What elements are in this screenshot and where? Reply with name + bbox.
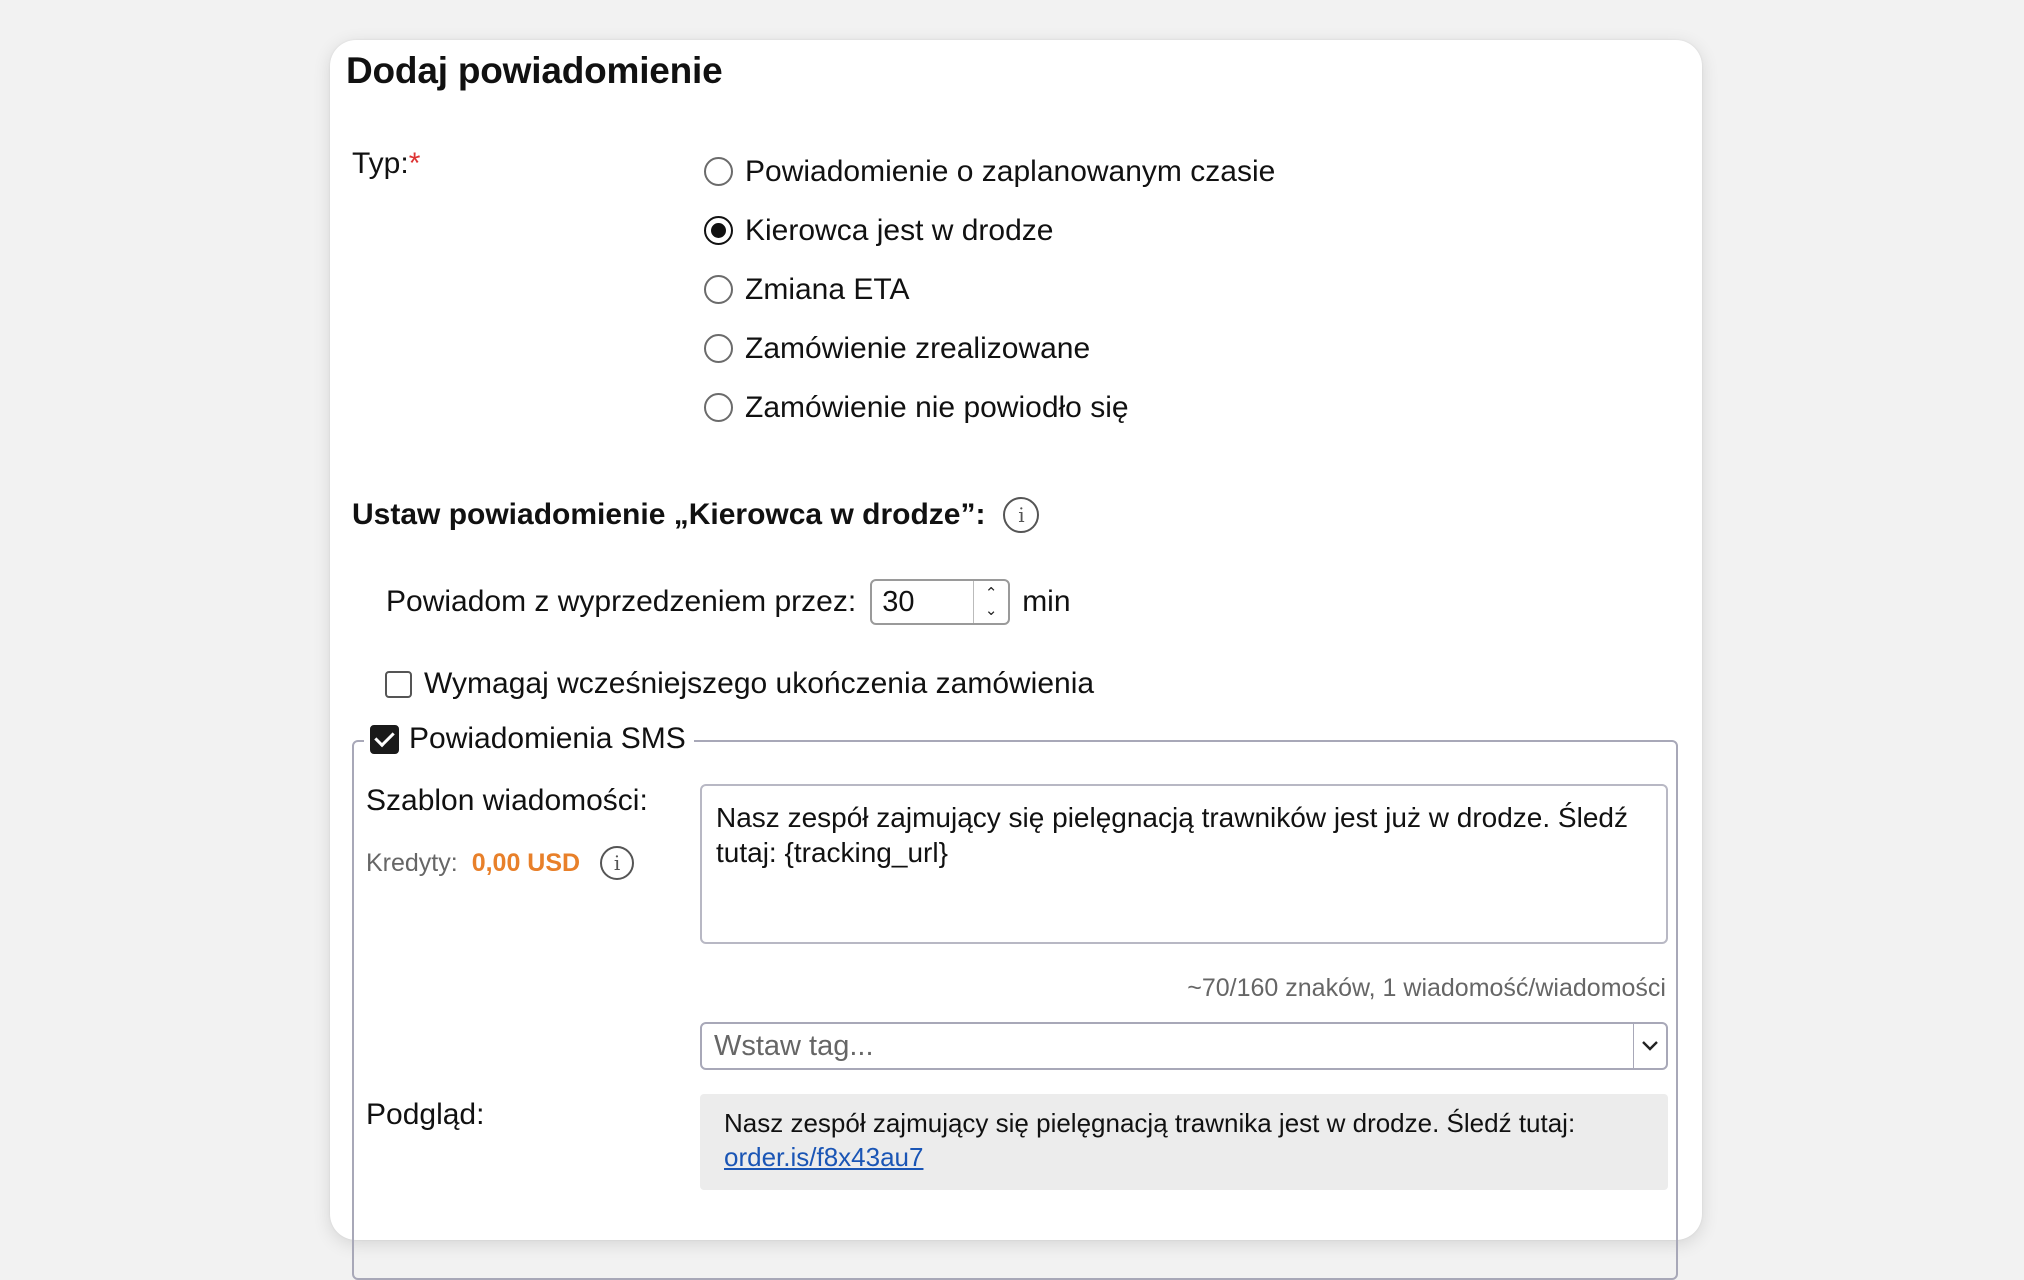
radio-label[interactable]: Zmiana ETA <box>745 272 910 306</box>
radio-label[interactable]: Powiadomienie o zaplanowanym czasie <box>745 154 1276 188</box>
dialog-title: Dodaj powiadomienie <box>346 50 723 91</box>
radio-eta-change[interactable] <box>704 260 1275 319</box>
advance-minutes-input[interactable] <box>870 579 1010 625</box>
chevron-down-icon[interactable]: ⌄ <box>984 601 998 619</box>
radio-button[interactable] <box>704 334 733 363</box>
radio-scheduled-time[interactable] <box>704 142 1275 201</box>
credits-amount: 0,00 USD <box>471 848 581 877</box>
info-icon[interactable]: i <box>600 846 634 880</box>
radio-order-failed[interactable] <box>704 378 1275 437</box>
tracking-link[interactable]: order.is/f8x43au7 <box>724 1142 924 1172</box>
advance-minutes-value[interactable]: 30 <box>882 585 915 618</box>
number-spinner[interactable] <box>973 581 1008 623</box>
radio-button-selected[interactable] <box>704 216 733 245</box>
sms-legend[interactable] <box>364 722 694 756</box>
type-label <box>352 147 420 181</box>
require-completion-checkbox[interactable] <box>385 671 412 698</box>
character-counter: ~70/160 znaków, 1 wiadomość/wiadomości <box>1187 974 1666 1002</box>
chevron-up-icon[interactable]: ⌃ <box>984 584 998 602</box>
require-completion-row[interactable] <box>385 667 1094 701</box>
type-label-text: Typ: <box>352 147 409 180</box>
radio-driver-on-way[interactable] <box>704 201 1275 260</box>
credits-row <box>366 846 634 880</box>
sms-enabled-checkbox[interactable] <box>370 725 399 754</box>
radio-label[interactable]: Zamówienie zrealizowane <box>745 331 1091 365</box>
advance-unit: min <box>1022 585 1071 618</box>
message-preview <box>700 1094 1668 1190</box>
section-heading-text: Ustaw powiadomienie „Kierowca w drodze”: <box>352 498 986 531</box>
chevron-down-icon[interactable] <box>1633 1024 1666 1068</box>
info-icon[interactable]: i <box>1003 497 1039 533</box>
require-completion-label[interactable]: Wymagaj wcześniejszego ukończenia zamówienia <box>424 667 1095 700</box>
radio-order-completed[interactable] <box>704 319 1275 378</box>
radio-label[interactable]: Zamówienie nie powiodło się <box>745 390 1129 424</box>
driver-section-heading <box>352 497 1039 533</box>
radio-label[interactable]: Kierowca jest w drodze <box>745 213 1054 247</box>
preview-label: Podgląd: <box>366 1098 485 1131</box>
message-template-textarea[interactable]: Nasz zespół zajmujący się pielęgnacją trawników jest już w drodze. Śledź tutaj: {tracking_url} <box>700 784 1668 944</box>
required-asterisk: * <box>408 147 421 180</box>
advance-label: Powiadom z wyprzedzeniem przez: <box>386 585 857 618</box>
add-notification-dialog <box>330 40 1702 1240</box>
radio-button[interactable] <box>704 393 733 422</box>
type-radio-group <box>704 142 1275 437</box>
template-label: Szablon wiadomości: <box>366 784 648 817</box>
radio-button[interactable] <box>704 157 733 186</box>
radio-button[interactable] <box>704 275 733 304</box>
advance-notice-row <box>386 579 1071 625</box>
sms-fieldset <box>352 722 1678 1280</box>
insert-tag-placeholder[interactable]: Wstaw tag... <box>714 1029 874 1062</box>
preview-text: Nasz zespół zajmujący się pielęgnacją trawnika jest w drodze. Śledź tutaj: <box>724 1108 1576 1138</box>
credits-label: Kredyty: <box>366 848 458 877</box>
sms-legend-label[interactable]: Powiadomienia SMS <box>409 722 686 755</box>
insert-tag-select[interactable] <box>700 1022 1668 1070</box>
